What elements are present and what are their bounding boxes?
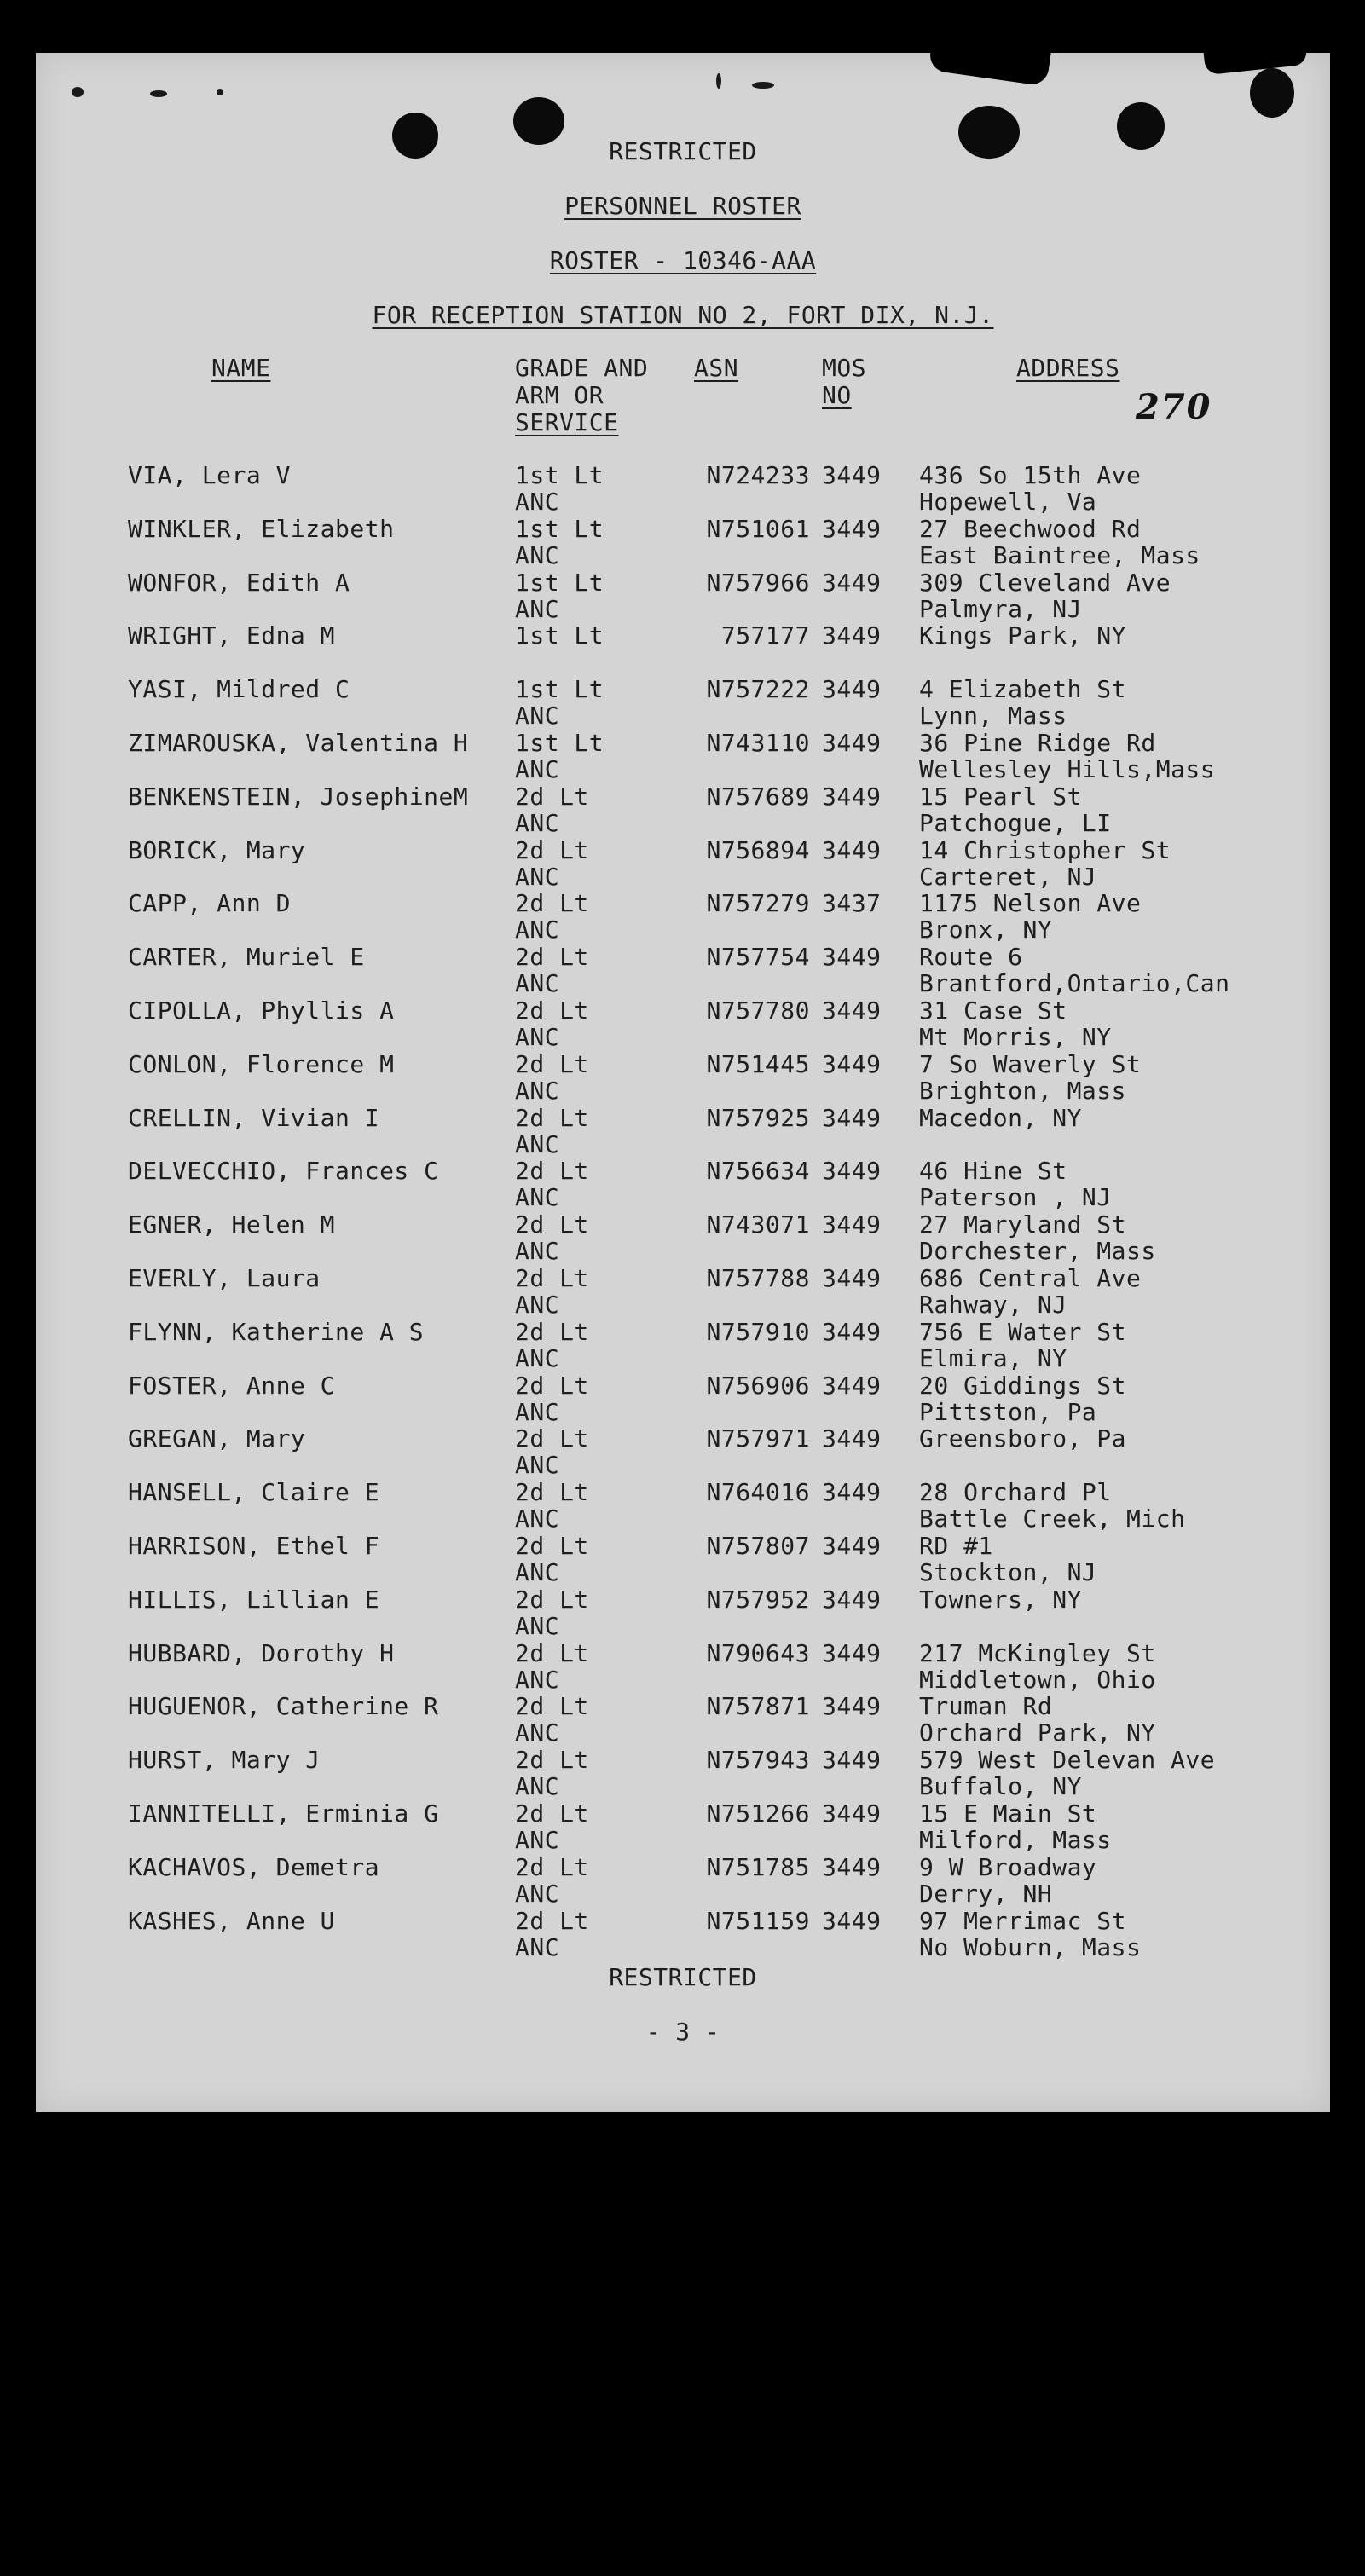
row-grade: 1st Lt bbox=[515, 621, 604, 650]
row-mos: 3449 bbox=[822, 1746, 882, 1775]
row-asn: N757788 bbox=[706, 1264, 810, 1292]
row-service: ANC bbox=[515, 594, 560, 623]
table-row bbox=[36, 1479, 1330, 1533]
row-asn: N757952 bbox=[706, 1585, 810, 1614]
row-service: ANC bbox=[515, 1826, 560, 1854]
classification-top: RESTRICTED bbox=[609, 137, 757, 165]
table-row bbox=[36, 569, 1330, 623]
row-grade: 1st Lt bbox=[515, 675, 604, 704]
row-name: VIA, Lera V bbox=[128, 461, 291, 489]
row-asn: N751785 bbox=[706, 1852, 810, 1881]
table-row bbox=[36, 1211, 1330, 1265]
row-name: WINKLER, Elizabeth bbox=[128, 514, 395, 543]
row-address-line2: Brighton, Mass bbox=[919, 1076, 1127, 1105]
column-header-address: ADDRESS bbox=[1016, 354, 1120, 382]
row-asn: N757871 bbox=[706, 1692, 810, 1721]
roster-table bbox=[36, 53, 1330, 2112]
row-name: HUGUENOR, Catherine R bbox=[128, 1692, 439, 1721]
row-asn: N757910 bbox=[706, 1317, 810, 1346]
row-address-line1: RD #1 bbox=[919, 1532, 993, 1560]
row-name: HANSELL, Claire E bbox=[128, 1478, 380, 1507]
row-grade: 1st Lt bbox=[515, 568, 604, 597]
row-grade: 2d Lt bbox=[515, 1157, 589, 1186]
row-mos: 3449 bbox=[822, 675, 882, 704]
row-name: BORICK, Mary bbox=[128, 835, 306, 864]
row-service: ANC bbox=[515, 1237, 560, 1266]
row-service: ANC bbox=[515, 1076, 560, 1105]
row-name: FOSTER, Anne C bbox=[128, 1371, 336, 1400]
table-row bbox=[36, 783, 1330, 837]
row-address-line2: Hopewell, Va bbox=[919, 488, 1097, 516]
row-address-line2: Pittston, Pa bbox=[919, 1397, 1097, 1426]
row-service: ANC bbox=[515, 1183, 560, 1212]
row-name: CRELLIN, Vivian I bbox=[128, 1103, 380, 1132]
row-mos: 3449 bbox=[822, 1157, 882, 1186]
row-grade: 2d Lt bbox=[515, 1210, 589, 1239]
row-name: KACHAVOS, Demetra bbox=[128, 1852, 380, 1881]
row-grade: 1st Lt bbox=[515, 729, 604, 757]
row-service: ANC bbox=[515, 969, 560, 998]
row-grade: 2d Lt bbox=[515, 1478, 589, 1507]
row-name: FLYNN, Katherine A S bbox=[128, 1317, 425, 1346]
row-grade: 2d Lt bbox=[515, 1317, 589, 1346]
row-address-line1: 27 Beechwood Rd bbox=[919, 514, 1142, 543]
table-row bbox=[36, 1747, 1330, 1800]
table-row bbox=[36, 516, 1330, 569]
row-grade: 2d Lt bbox=[515, 1692, 589, 1721]
row-mos: 3449 bbox=[822, 835, 882, 864]
row-mos: 3449 bbox=[822, 1906, 882, 1935]
row-address-line1: 14 Christopher St bbox=[919, 835, 1171, 864]
row-name: CARTER, Muriel E bbox=[128, 943, 365, 972]
row-name: EGNER, Helen M bbox=[128, 1210, 336, 1239]
row-name: HARRISON, Ethel F bbox=[128, 1532, 380, 1560]
row-address-line2: Palmyra, NJ bbox=[919, 594, 1082, 623]
row-address-line2: Battle Creek, Mich bbox=[919, 1505, 1186, 1533]
table-row bbox=[36, 1265, 1330, 1319]
row-address-line1: 36 Pine Ridge Rd bbox=[919, 729, 1156, 757]
table-row bbox=[36, 622, 1330, 676]
row-name: CIPOLLA, Phyllis A bbox=[128, 996, 395, 1025]
row-address-line1: 20 Giddings St bbox=[919, 1371, 1127, 1400]
row-mos: 3449 bbox=[822, 1103, 882, 1132]
row-grade: 2d Lt bbox=[515, 782, 589, 811]
row-asn: N743071 bbox=[706, 1210, 810, 1239]
row-grade: 1st Lt bbox=[515, 461, 604, 489]
table-row bbox=[36, 1800, 1330, 1854]
row-asn: N764016 bbox=[706, 1478, 810, 1507]
row-asn: N757689 bbox=[706, 782, 810, 811]
row-name: KASHES, Anne U bbox=[128, 1906, 336, 1935]
row-name: HILLIS, Lillian E bbox=[128, 1585, 380, 1614]
row-address-line2: Wellesley Hills,Mass bbox=[919, 755, 1216, 783]
row-grade: 2d Lt bbox=[515, 1638, 589, 1667]
row-service: ANC bbox=[515, 1665, 560, 1694]
table-row bbox=[36, 1105, 1330, 1158]
row-grade: 2d Lt bbox=[515, 1049, 589, 1078]
row-service: ANC bbox=[515, 488, 560, 516]
row-asn: N743110 bbox=[706, 729, 810, 757]
table-row bbox=[36, 1158, 1330, 1211]
row-grade: 2d Lt bbox=[515, 1264, 589, 1292]
row-name: CAPP, Ann D bbox=[128, 889, 291, 918]
row-address-line2: Paterson , NJ bbox=[919, 1183, 1112, 1212]
row-name: GREGAN, Mary bbox=[128, 1424, 306, 1453]
row-asn: N751159 bbox=[706, 1906, 810, 1935]
row-asn: N757279 bbox=[706, 889, 810, 918]
row-address-line1: 436 So 15th Ave bbox=[919, 461, 1142, 489]
row-name: BENKENSTEIN, JosephineM bbox=[128, 782, 469, 811]
column-header-mos: NO bbox=[822, 381, 852, 409]
row-address-line2: Elmira, NY bbox=[919, 1343, 1067, 1372]
row-name: CONLON, Florence M bbox=[128, 1049, 395, 1078]
row-grade: 2d Lt bbox=[515, 1371, 589, 1400]
row-address-line1: 756 E Water St bbox=[919, 1317, 1127, 1346]
row-name: ZIMAROUSKA, Valentina H bbox=[128, 729, 469, 757]
row-address-line1: 28 Orchard Pl bbox=[919, 1478, 1112, 1507]
row-address-line1: 97 Merrimac St bbox=[919, 1906, 1127, 1935]
row-address-line2: Derry, NH bbox=[919, 1879, 1053, 1908]
column-header-grade: GRADE AND bbox=[515, 354, 649, 382]
stamped-page-number: 270 bbox=[1136, 387, 1212, 427]
row-address-line1: 15 Pearl St bbox=[919, 782, 1082, 811]
row-name: WRIGHT, Edna M bbox=[128, 621, 336, 650]
row-address-line1: 579 West Delevan Ave bbox=[919, 1746, 1216, 1775]
table-row bbox=[36, 944, 1330, 997]
row-mos: 3449 bbox=[822, 996, 882, 1025]
table-row bbox=[36, 1425, 1330, 1479]
row-address-line1: 27 Maryland St bbox=[919, 1210, 1127, 1239]
row-address-line1: Greensboro, Pa bbox=[919, 1424, 1127, 1453]
row-grade: 2d Lt bbox=[515, 1906, 589, 1935]
row-mos: 3449 bbox=[822, 1799, 882, 1828]
table-row bbox=[36, 1051, 1330, 1105]
row-address-line1: Truman Rd bbox=[919, 1692, 1053, 1721]
row-address-line1: 217 McKingley St bbox=[919, 1638, 1156, 1667]
row-grade: 2d Lt bbox=[515, 1103, 589, 1132]
row-address-line1: Route 6 bbox=[919, 943, 1023, 972]
row-service: ANC bbox=[515, 1558, 560, 1586]
row-service: ANC bbox=[515, 1129, 560, 1158]
station-line: FOR RECEPTION STATION NO 2, FORT DIX, N.J. bbox=[372, 301, 994, 329]
row-address-line1: 15 E Main St bbox=[919, 1799, 1097, 1828]
row-service: ANC bbox=[515, 1291, 560, 1319]
row-asn: N757222 bbox=[706, 675, 810, 704]
table-row bbox=[36, 890, 1330, 944]
row-address-line2: Dorchester, Mass bbox=[919, 1237, 1156, 1266]
row-name: YASI, Mildred C bbox=[128, 675, 350, 704]
table-row bbox=[36, 1586, 1330, 1640]
row-grade: 2d Lt bbox=[515, 835, 589, 864]
roster-page bbox=[36, 53, 1330, 2112]
row-grade: 2d Lt bbox=[515, 1532, 589, 1560]
row-address-line2: Bronx, NY bbox=[919, 915, 1053, 944]
row-service: ANC bbox=[515, 1611, 560, 1640]
row-asn: N757780 bbox=[706, 996, 810, 1025]
row-address-line1: 4 Elizabeth St bbox=[919, 675, 1127, 704]
table-row bbox=[36, 837, 1330, 891]
row-name: HURST, Mary J bbox=[128, 1746, 321, 1775]
row-service: ANC bbox=[515, 1451, 560, 1480]
row-address-line2: East Baintree, Mass bbox=[919, 540, 1200, 569]
table-row bbox=[36, 997, 1330, 1051]
row-mos: 3449 bbox=[822, 1638, 882, 1667]
page-number: - 3 - bbox=[645, 2018, 720, 2046]
row-address-line1: Macedon, NY bbox=[919, 1103, 1082, 1132]
document-title: PERSONNEL ROSTER bbox=[564, 192, 801, 220]
row-asn: N751266 bbox=[706, 1799, 810, 1828]
row-address-line2: Rahway, NJ bbox=[919, 1291, 1067, 1319]
table-row bbox=[36, 676, 1330, 730]
row-mos: 3449 bbox=[822, 514, 882, 543]
row-mos: 3449 bbox=[822, 1371, 882, 1400]
row-address-line1: 31 Case St bbox=[919, 996, 1067, 1025]
row-grade: 2d Lt bbox=[515, 943, 589, 972]
row-service: ANC bbox=[515, 1879, 560, 1908]
row-asn: N757971 bbox=[706, 1424, 810, 1453]
column-header-name: NAME bbox=[211, 354, 271, 382]
row-asn: N756894 bbox=[706, 835, 810, 864]
row-service: ANC bbox=[515, 1932, 560, 1961]
row-grade: 2d Lt bbox=[515, 1424, 589, 1453]
row-address-line2: Middletown, Ohio bbox=[919, 1665, 1156, 1694]
row-name: HUBBARD, Dorothy H bbox=[128, 1638, 395, 1667]
row-address-line2: No Woburn, Mass bbox=[919, 1932, 1142, 1961]
roster-number: ROSTER - 10346-AAA bbox=[549, 246, 817, 274]
row-address-line2: Patchogue, LI bbox=[919, 808, 1112, 837]
row-service: ANC bbox=[515, 808, 560, 837]
table-row bbox=[36, 1533, 1330, 1586]
row-asn: N757807 bbox=[706, 1532, 810, 1560]
row-service: ANC bbox=[515, 1397, 560, 1426]
table-row bbox=[36, 1908, 1330, 1961]
column-header-asn: ASN bbox=[694, 354, 739, 382]
row-asn: N757966 bbox=[706, 568, 810, 597]
table-row bbox=[36, 1693, 1330, 1747]
row-mos: 3449 bbox=[822, 943, 882, 972]
row-service: ANC bbox=[515, 1343, 560, 1372]
row-mos: 3437 bbox=[822, 889, 882, 918]
row-asn: N751445 bbox=[706, 1049, 810, 1078]
row-address-line1: 9 W Broadway bbox=[919, 1852, 1097, 1881]
table-row bbox=[36, 730, 1330, 783]
row-asn: N751061 bbox=[706, 514, 810, 543]
row-asn: N756906 bbox=[706, 1371, 810, 1400]
row-asn: N790643 bbox=[706, 1638, 810, 1667]
row-address-line1: Towners, NY bbox=[919, 1585, 1082, 1614]
row-address-line2: Buffalo, NY bbox=[919, 1772, 1082, 1801]
row-service: ANC bbox=[515, 1718, 560, 1747]
row-grade: 2d Lt bbox=[515, 1799, 589, 1828]
row-mos: 3449 bbox=[822, 568, 882, 597]
row-mos: 3449 bbox=[822, 1585, 882, 1614]
row-address-line1: 46 Hine St bbox=[919, 1157, 1067, 1186]
row-address-line1: 686 Central Ave bbox=[919, 1264, 1142, 1292]
row-address-line2: Brantford,Ontario,Can bbox=[919, 969, 1230, 998]
row-address-line2: Carteret, NJ bbox=[919, 862, 1097, 891]
row-asn: N757943 bbox=[706, 1746, 810, 1775]
row-grade: 2d Lt bbox=[515, 1852, 589, 1881]
row-address-line2: Lynn, Mass bbox=[919, 702, 1067, 731]
row-mos: 3449 bbox=[822, 1317, 882, 1346]
row-grade: 2d Lt bbox=[515, 1746, 589, 1775]
row-service: ANC bbox=[515, 1772, 560, 1801]
table-row bbox=[36, 462, 1330, 516]
row-grade: 1st Lt bbox=[515, 514, 604, 543]
row-grade: 2d Lt bbox=[515, 996, 589, 1025]
classification-bottom: RESTRICTED bbox=[609, 1963, 757, 1991]
row-mos: 3449 bbox=[822, 729, 882, 757]
row-address-line1: Kings Park, NY bbox=[919, 621, 1127, 650]
row-service: ANC bbox=[515, 540, 560, 569]
row-grade: 2d Lt bbox=[515, 889, 589, 918]
table-row bbox=[36, 1372, 1330, 1426]
row-mos: 3449 bbox=[822, 782, 882, 811]
row-service: ANC bbox=[515, 755, 560, 783]
row-mos: 3449 bbox=[822, 1210, 882, 1239]
table-row bbox=[36, 1854, 1330, 1908]
table-row bbox=[36, 1319, 1330, 1372]
row-asn: N724233 bbox=[706, 461, 810, 489]
row-asn: N756634 bbox=[706, 1157, 810, 1186]
row-asn: N757925 bbox=[706, 1103, 810, 1132]
row-address-line2: Milford, Mass bbox=[919, 1826, 1112, 1854]
column-header-grade: SERVICE bbox=[515, 408, 619, 436]
row-address-line2: Mt Morris, NY bbox=[919, 1023, 1112, 1051]
row-mos: 3449 bbox=[822, 621, 882, 650]
row-name: IANNITELLI, Erminia G bbox=[128, 1799, 439, 1828]
row-service: ANC bbox=[515, 862, 560, 891]
row-address-line1: 7 So Waverly St bbox=[919, 1049, 1142, 1078]
row-mos: 3449 bbox=[822, 461, 882, 489]
row-address-line1: 1175 Nelson Ave bbox=[919, 889, 1142, 918]
row-service: ANC bbox=[515, 1023, 560, 1051]
row-mos: 3449 bbox=[822, 1264, 882, 1292]
column-header-grade: ARM OR bbox=[515, 381, 604, 409]
row-asn: N757754 bbox=[706, 943, 810, 972]
row-asn: 757177 bbox=[720, 621, 810, 650]
row-address-line1: 309 Cleveland Ave bbox=[919, 568, 1171, 597]
table-row bbox=[36, 1640, 1330, 1694]
row-mos: 3449 bbox=[822, 1478, 882, 1507]
row-name: DELVECCHIO, Frances C bbox=[128, 1157, 439, 1186]
row-address-line2: Orchard Park, NY bbox=[919, 1718, 1156, 1747]
row-service: ANC bbox=[515, 702, 560, 731]
row-mos: 3449 bbox=[822, 1424, 882, 1453]
row-grade: 2d Lt bbox=[515, 1585, 589, 1614]
row-service: ANC bbox=[515, 915, 560, 944]
row-address-line2: Stockton, NJ bbox=[919, 1558, 1097, 1586]
row-service: ANC bbox=[515, 1505, 560, 1533]
row-mos: 3449 bbox=[822, 1532, 882, 1560]
row-name: WONFOR, Edith A bbox=[128, 568, 350, 597]
row-mos: 3449 bbox=[822, 1692, 882, 1721]
row-mos: 3449 bbox=[822, 1852, 882, 1881]
column-header-mos: MOS bbox=[822, 354, 867, 382]
row-name: EVERLY, Laura bbox=[128, 1264, 321, 1292]
row-mos: 3449 bbox=[822, 1049, 882, 1078]
